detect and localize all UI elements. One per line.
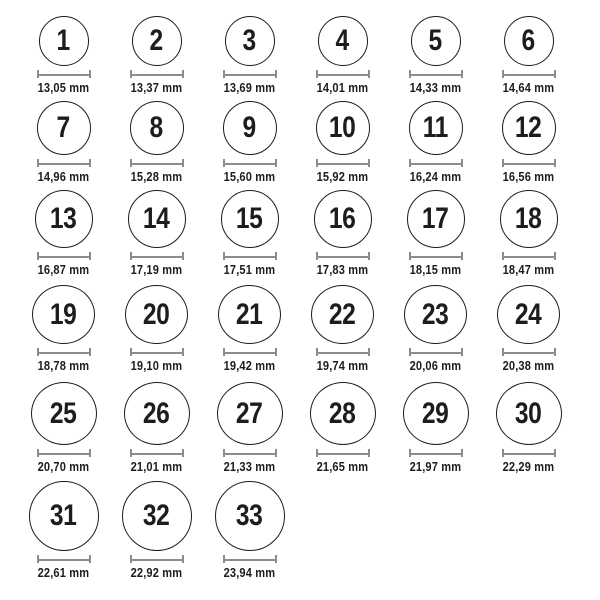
diameter-dimension-line (37, 252, 91, 260)
ring-circle (407, 190, 465, 248)
dimension-bar (37, 256, 91, 258)
diameter-dimension-line (409, 252, 463, 260)
ring-circle (217, 382, 283, 445)
diameter-dimension-line (502, 70, 556, 78)
diameter-dimension-line (223, 252, 277, 260)
dimension-bar (316, 74, 370, 76)
dimension-bar (37, 352, 91, 354)
ring-circle (403, 382, 469, 445)
diameter-dimension-line (37, 348, 91, 356)
ring-circle (221, 190, 279, 248)
dimension-bar (409, 74, 463, 76)
ring-circle (32, 285, 95, 344)
ring-size-number: 30 (515, 396, 542, 430)
diameter-dimension-line (502, 252, 556, 260)
ring-circle (218, 285, 281, 344)
dimension-bar (37, 163, 91, 165)
ring-size-item (17, 95, 110, 190)
diameter-label: 20,38 mm (502, 358, 555, 373)
ring-circle (225, 16, 275, 66)
dimension-bar (316, 163, 370, 165)
ring-size-number: 11 (422, 111, 449, 144)
diameter-label: 18,78 mm (37, 358, 90, 373)
dimension-bar (223, 256, 277, 258)
diameter-label: 19,10 mm (130, 358, 183, 373)
ring-circle (411, 16, 461, 66)
dimension-bar (223, 453, 277, 455)
ring-circle (316, 101, 370, 155)
ring-circle (500, 190, 558, 248)
diameter-label: 21,33 mm (223, 459, 276, 474)
diameter-label: 13,69 mm (223, 80, 276, 95)
chart-row (0, 190, 600, 285)
diameter-label: 16,56 mm (502, 169, 555, 184)
diameter-label: 22,61 mm (37, 565, 90, 580)
diameter-label: 14,64 mm (502, 80, 555, 95)
ring-size-number: 1 (56, 24, 71, 57)
diameter-label: 21,65 mm (316, 459, 369, 474)
ring-circle (215, 481, 285, 551)
ring-size-number: 27 (236, 396, 263, 430)
ring-size-number: 31 (50, 499, 77, 532)
ring-circle (504, 16, 554, 66)
diameter-label: 20,06 mm (409, 358, 462, 373)
ring-circle (409, 101, 463, 155)
ring-size-number: 15 (236, 202, 263, 235)
dimension-bar (502, 453, 556, 455)
ring-circle (35, 190, 93, 248)
ring-size-number: 9 (242, 111, 257, 144)
diameter-label: 21,01 mm (130, 459, 183, 474)
chart-row (0, 382, 600, 478)
ring-size-item (296, 95, 389, 190)
dimension-bar (502, 163, 556, 165)
diameter-dimension-line (130, 449, 184, 457)
diameter-label: 14,33 mm (409, 80, 462, 95)
diameter-dimension-line (316, 449, 370, 457)
chart-row (0, 0, 600, 95)
ring-size-item (482, 190, 575, 285)
diameter-label: 16,87 mm (37, 262, 90, 277)
diameter-label: 19,74 mm (316, 358, 369, 373)
dimension-bar (130, 74, 184, 76)
diameter-dimension-line (37, 70, 91, 78)
diameter-label: 18,47 mm (502, 262, 555, 277)
dimension-bar (409, 453, 463, 455)
diameter-dimension-line (223, 348, 277, 356)
ring-size-number: 19 (50, 297, 77, 331)
diameter-dimension-line (130, 159, 184, 167)
ring-size-item (110, 190, 203, 285)
ring-size-item (203, 285, 296, 382)
diameter-dimension-line (37, 555, 91, 563)
ring-size-item (389, 285, 482, 382)
ring-circle (128, 190, 186, 248)
dimension-bar (223, 352, 277, 354)
ring-size-item (203, 190, 296, 285)
ring-size-number: 32 (143, 499, 170, 532)
diameter-dimension-line (130, 70, 184, 78)
diameter-dimension-line (223, 449, 277, 457)
ring-size-number: 3 (242, 24, 257, 57)
ring-size-item (482, 285, 575, 382)
ring-size-item (389, 0, 482, 95)
diameter-label: 14,01 mm (316, 80, 369, 95)
ring-size-item (203, 478, 296, 600)
ring-size-item (296, 382, 389, 478)
diameter-dimension-line (409, 70, 463, 78)
diameter-dimension-line (223, 555, 277, 563)
ring-size-item (110, 382, 203, 478)
ring-size-item (17, 190, 110, 285)
diameter-label: 20,70 mm (37, 459, 90, 474)
dimension-bar (502, 352, 556, 354)
ring-circle (132, 16, 182, 66)
diameter-dimension-line (316, 159, 370, 167)
diameter-label: 13,37 mm (130, 80, 183, 95)
diameter-dimension-line (502, 449, 556, 457)
diameter-dimension-line (409, 348, 463, 356)
diameter-label: 15,28 mm (130, 169, 183, 184)
ring-size-number: 14 (143, 202, 170, 235)
diameter-label: 22,29 mm (502, 459, 555, 474)
ring-size-number: 33 (236, 499, 263, 532)
dimension-bar (409, 163, 463, 165)
diameter-label: 15,60 mm (223, 169, 276, 184)
ring-size-number: 23 (422, 297, 449, 331)
dimension-bar (502, 256, 556, 258)
diameter-dimension-line (37, 449, 91, 457)
ring-size-number: 6 (521, 24, 536, 57)
dimension-bar (316, 256, 370, 258)
dimension-bar (130, 256, 184, 258)
ring-size-item (482, 95, 575, 190)
diameter-label: 14,96 mm (37, 169, 90, 184)
chart-row (0, 285, 600, 382)
ring-size-number: 29 (422, 396, 449, 430)
ring-size-number: 13 (50, 202, 77, 235)
ring-size-item (110, 95, 203, 190)
ring-circle (404, 285, 467, 344)
ring-size-number: 26 (143, 396, 170, 430)
ring-size-number: 28 (329, 396, 356, 430)
ring-size-number: 12 (515, 111, 542, 144)
dimension-bar (223, 163, 277, 165)
ring-size-number: 18 (515, 202, 542, 235)
diameter-dimension-line (37, 159, 91, 167)
dimension-bar (223, 74, 277, 76)
diameter-dimension-line (130, 252, 184, 260)
ring-circle (318, 16, 368, 66)
ring-size-item (203, 0, 296, 95)
ring-size-item (17, 382, 110, 478)
ring-circle (311, 285, 374, 344)
ring-size-item (203, 95, 296, 190)
diameter-label: 23,94 mm (223, 565, 276, 580)
chart-row (0, 95, 600, 190)
dimension-bar (130, 163, 184, 165)
ring-size-number: 24 (515, 297, 542, 331)
diameter-dimension-line (130, 348, 184, 356)
diameter-dimension-line (409, 449, 463, 457)
ring-size-number: 10 (329, 111, 356, 144)
ring-size-item (110, 478, 203, 600)
ring-size-number: 22 (329, 297, 356, 331)
ring-circle (223, 101, 277, 155)
chart-row (0, 478, 600, 600)
ring-circle (497, 285, 560, 344)
ring-size-number: 5 (428, 24, 443, 57)
diameter-dimension-line (502, 159, 556, 167)
diameter-dimension-line (223, 70, 277, 78)
diameter-dimension-line (316, 70, 370, 78)
dimension-bar (37, 559, 91, 561)
diameter-dimension-line (223, 159, 277, 167)
ring-circle (496, 382, 562, 445)
dimension-bar (409, 352, 463, 354)
dimension-bar (223, 559, 277, 561)
ring-circle (130, 101, 184, 155)
ring-size-item (203, 382, 296, 478)
ring-size-item (110, 285, 203, 382)
diameter-label: 18,15 mm (409, 262, 462, 277)
ring-size-number: 17 (422, 202, 449, 235)
dimension-bar (316, 352, 370, 354)
diameter-label: 22,92 mm (130, 565, 183, 580)
dimension-bar (130, 352, 184, 354)
ring-size-item (110, 0, 203, 95)
dimension-bar (130, 559, 184, 561)
ring-circle (39, 16, 89, 66)
dimension-bar (316, 453, 370, 455)
diameter-label: 21,97 mm (409, 459, 462, 474)
ring-circle (124, 382, 190, 445)
ring-circle (502, 101, 556, 155)
ring-size-number: 21 (236, 297, 263, 331)
dimension-bar (37, 453, 91, 455)
diameter-label: 19,42 mm (223, 358, 276, 373)
diameter-label: 16,24 mm (409, 169, 462, 184)
ring-circle (310, 382, 376, 445)
ring-size-item (389, 95, 482, 190)
ring-size-number: 2 (149, 24, 164, 57)
diameter-label: 17,51 mm (223, 262, 276, 277)
diameter-label: 17,19 mm (130, 262, 183, 277)
diameter-dimension-line (130, 555, 184, 563)
ring-circle (31, 382, 97, 445)
dimension-bar (37, 74, 91, 76)
diameter-dimension-line (316, 252, 370, 260)
ring-circle (29, 481, 99, 551)
diameter-dimension-line (409, 159, 463, 167)
ring-circle (37, 101, 91, 155)
dimension-bar (130, 453, 184, 455)
ring-size-item (17, 285, 110, 382)
ring-circle (314, 190, 372, 248)
ring-size-item (17, 478, 110, 600)
ring-size-item (296, 0, 389, 95)
ring-size-item (296, 190, 389, 285)
ring-size-number: 16 (329, 202, 356, 235)
ring-size-item (482, 0, 575, 95)
ring-size-item (296, 285, 389, 382)
diameter-label: 17,83 mm (316, 262, 369, 277)
diameter-label: 13,05 mm (37, 80, 90, 95)
ring-size-number: 8 (149, 111, 164, 144)
diameter-dimension-line (316, 348, 370, 356)
ring-size-number: 25 (50, 396, 77, 430)
ring-size-number: 4 (335, 24, 350, 57)
ring-circle (125, 285, 188, 344)
diameter-dimension-line (502, 348, 556, 356)
ring-size-item (482, 382, 575, 478)
diameter-label: 15,92 mm (316, 169, 369, 184)
ring-size-item (17, 0, 110, 95)
dimension-bar (502, 74, 556, 76)
ring-circle (122, 481, 192, 551)
ring-size-number: 7 (56, 111, 71, 144)
ring-size-item (389, 382, 482, 478)
dimension-bar (409, 256, 463, 258)
ring-size-number: 20 (143, 297, 170, 331)
ring-size-item (389, 190, 482, 285)
